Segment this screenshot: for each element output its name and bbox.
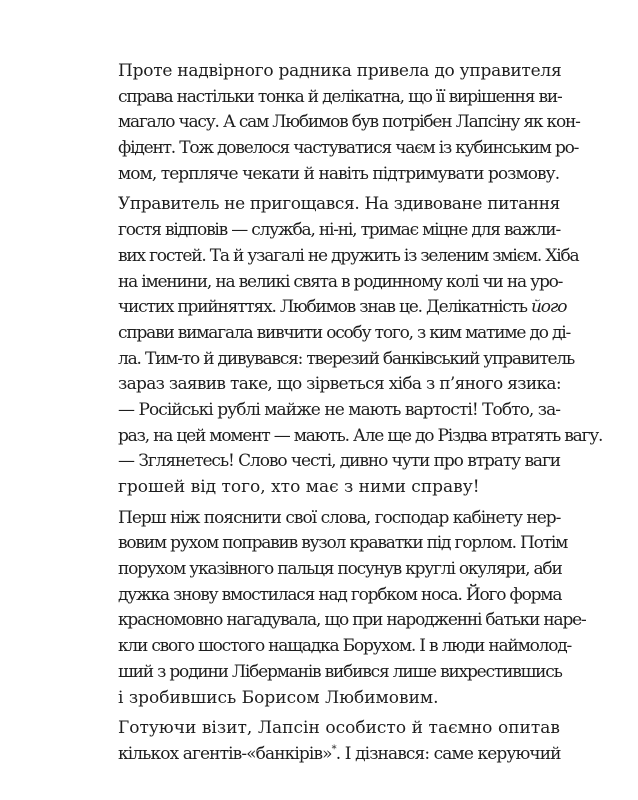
text-line: — Російські рублі майже не мають вартості! Тобто, за- xyxy=(118,399,561,420)
text-line xyxy=(118,742,560,768)
italic-word: його xyxy=(531,297,567,318)
text-line: вовим рухом поправив вузол краватки під горлом. Потім xyxy=(118,533,568,554)
text-line: Управитель не пригощався. На здивоване питання xyxy=(118,194,560,215)
text-line xyxy=(118,295,567,321)
paragraph-2 xyxy=(118,192,579,398)
text-line: порухом указівного пальця посунув круглі окуляри, аби xyxy=(118,559,562,580)
text-line: Перш ніж пояснити свої слова, господар кабінету нер- xyxy=(118,507,561,528)
text-line: вих гостей. Та й узагалі не дружить із зеленим змієм. Хіба xyxy=(118,245,579,266)
paragraph-5 xyxy=(118,506,586,712)
text-line: ший з родини Ліберманів вибився лише вихрестившись xyxy=(118,661,562,682)
text-line: кли свого шостого нащадка Борухом. І в люди наймолод- xyxy=(118,636,572,657)
text-line: фідент. Тож довелося частуватися чаєм із кубинським ро- xyxy=(118,138,579,159)
text-line: — Зглянетесь! Слово честі, дивно чути про втрату ваги xyxy=(118,451,560,472)
text-line: раз, на цей момент — мають. Але ще до Різдва втратять вагу. xyxy=(118,425,603,446)
text-line: мом, терпляче чекати й навіть підтримувати розмову. xyxy=(118,163,560,184)
text-line: зараз заявив таке, що зірветься хіба з п’яного язика: xyxy=(118,374,561,395)
text-line: грошей від того, хто має з ними справу! xyxy=(118,477,480,497)
text-line: магало часу. А сам Любимов був потрібен Лапсіну як кон- xyxy=(118,112,580,133)
text-line: ла. Тим-то й дивувався: тверезий банківський управитель xyxy=(118,348,575,369)
dialogue-paragraph-2 xyxy=(118,449,560,500)
text-fragment: чистих прийняттях. Любимов знав це. Делікатність xyxy=(118,297,532,318)
text-line: справа настільки тонка й делікатна, що її вирішення ви- xyxy=(118,86,562,107)
text-line: Проте надвірного радника привела до управителя xyxy=(118,61,562,81)
paragraph-1 xyxy=(118,59,580,187)
text-fragment-b: І дізнався: саме керуючий xyxy=(344,743,561,764)
text-line: гостя відповів — служба, ні-ні, тримає міцне для важли- xyxy=(118,220,560,241)
dialogue-paragraph-1 xyxy=(118,398,603,449)
text-fragment: кількох агентів-«банкірів»*. xyxy=(118,743,341,764)
text-line: дужка знову вмостилася над горбком носа. Його форма xyxy=(118,584,562,605)
text-fragment-a: кількох агентів-«банкірів» xyxy=(118,743,332,764)
text-line: справи вимагала вивчити особу того, з ким матиме до ді- xyxy=(118,322,571,343)
paragraph-6 xyxy=(118,716,560,767)
text-line: Готуючи візит, Лапсін особисто й таємно опитав xyxy=(118,718,560,739)
footnote-marker: * xyxy=(331,743,336,755)
book-page xyxy=(118,59,603,768)
text-line: і зробившись Борисом Любимовим. xyxy=(118,687,439,708)
text-line: на іменини, на великі свята в родинному колі чи на уро- xyxy=(118,271,563,292)
text-line: красномовно нагадувала, що при народженні батьки наре- xyxy=(118,610,586,631)
